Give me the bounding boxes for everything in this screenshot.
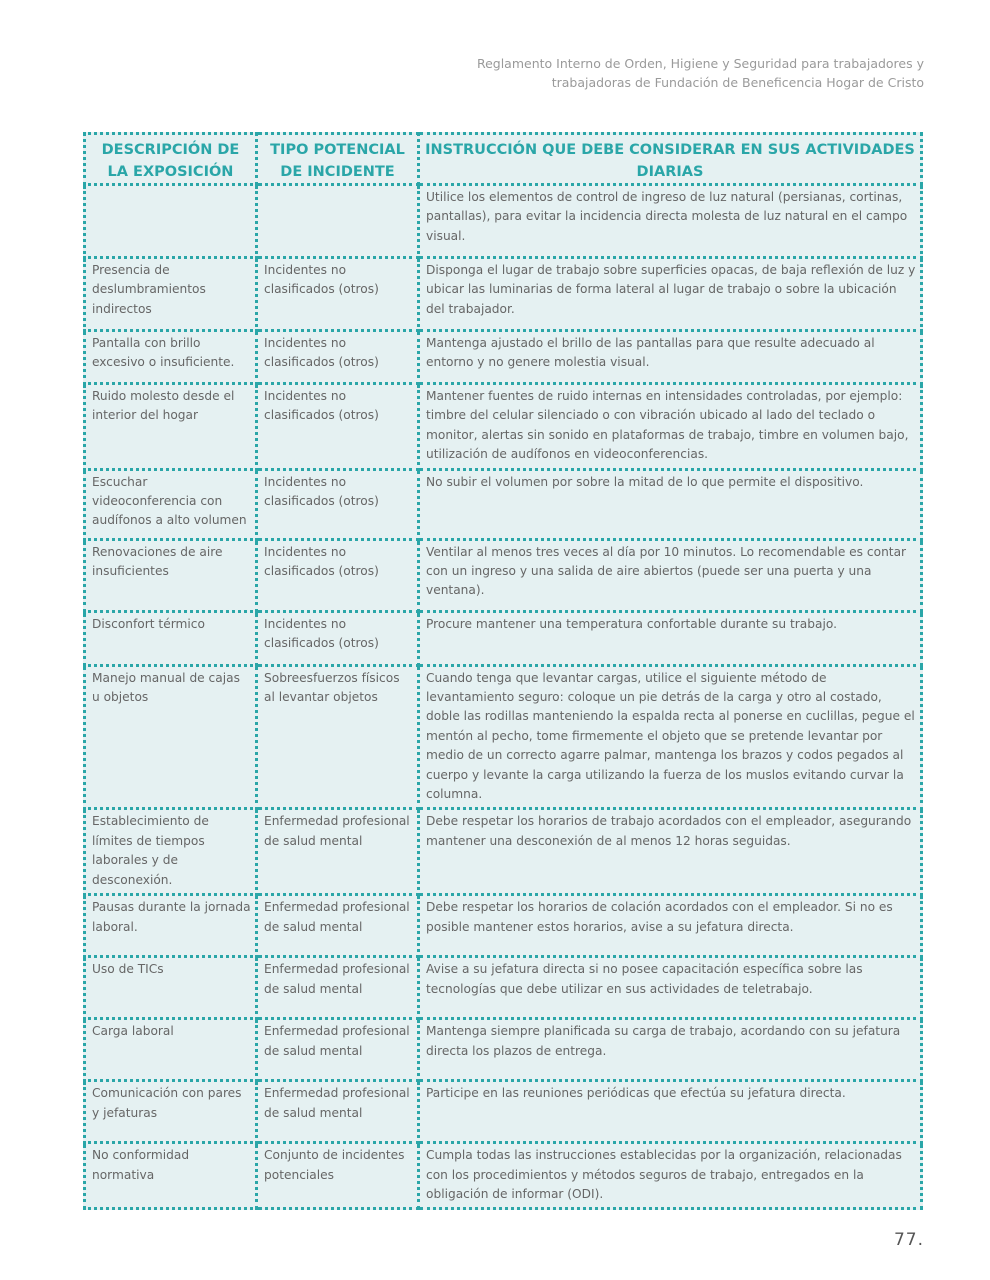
table-row [85, 469, 922, 539]
risk-instructions-table-container [83, 132, 920, 1210]
running-header-line-1: Reglamento Interno de Orden, Higiene y Seguridad para trabajadores y [476, 56, 924, 71]
table-row [85, 957, 922, 1019]
cell-exposicion: Manejo manual de cajas u objetos [85, 665, 257, 809]
cell-tipo: Incidentes no clasificados (otros) [257, 611, 419, 665]
column-header-exposicion: DESCRIPCIÓN DE LA EXPOSICIÓN [85, 134, 257, 185]
table-row [85, 1143, 922, 1209]
cell-instruccion: Cuando tenga que levantar cargas, utilice el siguiente método de levantamiento seguro: coloque un pie detrás de la carga y otro al costado, doble las rodillas manteniendo la espalda recta al ponerse en cuclillas, pegue el mentón al pecho, tome firmemente el objeto que se pretende levantar por medio de un correcto agarre palmar, mantenga los brazos y codos pegados al cuerpo y levante la carga utilizando la fuerza de los muslos evitando curvar la columna. [419, 665, 922, 809]
cell-instruccion: Ventilar al menos tres veces al día por 10 minutos. Lo recomendable es contar con un ingreso y una salida de aire abiertos (puede ser una puerta y una ventana). [419, 539, 922, 611]
table-row [85, 1019, 922, 1081]
cell-exposicion: Uso de TICs [85, 957, 257, 1019]
cell-tipo: Incidentes no clasificados (otros) [257, 331, 419, 384]
table-row [85, 331, 922, 384]
cell-tipo: Enfermedad profesional de salud mental [257, 957, 419, 1019]
cell-instruccion: Mantenga siempre planificada su carga de trabajo, acordando con su jefatura directa los plazos de entrega. [419, 1019, 922, 1081]
table-row [85, 539, 922, 611]
column-header-tipo-incidente: TIPO POTENCIAL DE INCIDENTE [257, 134, 419, 185]
risk-instructions-table [83, 132, 923, 1210]
cell-tipo: Incidentes no clasificados (otros) [257, 384, 419, 470]
cell-instruccion: Mantenga ajustado el brillo de las pantallas para que resulte adecuado al entorno y no genere molestia visual. [419, 331, 922, 384]
page-number: 77. [893, 1230, 924, 1250]
cell-tipo: Enfermedad profesional de salud mental [257, 1081, 419, 1143]
cell-tipo: Incidentes no clasificados (otros) [257, 539, 419, 611]
cell-tipo: Incidentes no clasificados (otros) [257, 258, 419, 331]
cell-instruccion: Mantener fuentes de ruido internas en intensidades controladas, por ejemplo: timbre del celular silenciado o con vibración ubicado al lado del teclado o monitor, alertas sin sonido en plataformas de trabajo, timbre en volumen bajo, utilización de audífonos en videoconferencias. [419, 384, 922, 470]
table-row [85, 185, 922, 258]
running-header [364, 54, 924, 92]
running-header-line-2: trabajadoras de Fundación de Beneficencia Hogar de Cristo [551, 75, 924, 90]
cell-tipo: Enfermedad profesional de salud mental [257, 809, 419, 895]
cell-exposicion: Establecimiento de límites de tiempos laborales y de desconexión. [85, 809, 257, 895]
table-row [85, 384, 922, 470]
cell-tipo [257, 185, 419, 258]
cell-exposicion: Pantalla con brillo excesivo o insuficiente. [85, 331, 257, 384]
cell-instruccion: Debe respetar los horarios de trabajo acordados con el empleador, asegurando mantener una desconexión de al menos 12 horas seguidas. [419, 809, 922, 895]
cell-tipo: Enfermedad profesional de salud mental [257, 1019, 419, 1081]
cell-instruccion: Debe respetar los horarios de colación acordados con el empleador. Si no es posible mantener estos horarios, avise a su jefatura directa. [419, 895, 922, 957]
cell-instruccion: Cumpla todas las instrucciones establecidas por la organización, relacionadas con los procedimientos y métodos seguros de trabajo, entregados en la obligación de informar (ODI). [419, 1143, 922, 1209]
table-row [85, 258, 922, 331]
table-header-row [85, 134, 922, 185]
cell-exposicion: Pausas durante la jornada laboral. [85, 895, 257, 957]
cell-instruccion: Avise a su jefatura directa si no posee capacitación específica sobre las tecnologías que debe utilizar en sus actividades de teletrabajo. [419, 957, 922, 1019]
cell-instruccion: Procure mantener una temperatura confortable durante su trabajo. [419, 611, 922, 665]
table-row [85, 895, 922, 957]
cell-exposicion: Renovaciones de aire insuficientes [85, 539, 257, 611]
cell-tipo: Incidentes no clasificados (otros) [257, 469, 419, 539]
cell-exposicion: Presencia de deslumbramientos indirectos [85, 258, 257, 331]
cell-tipo: Enfermedad profesional de salud mental [257, 895, 419, 957]
cell-exposicion [85, 185, 257, 258]
cell-exposicion: Escuchar videoconferencia con audífonos a alto volumen [85, 469, 257, 539]
table-row [85, 611, 922, 665]
cell-exposicion: Carga laboral [85, 1019, 257, 1081]
cell-tipo: Conjunto de incidentes potenciales [257, 1143, 419, 1209]
cell-exposicion: Ruido molesto desde el interior del hogar [85, 384, 257, 470]
table-row [85, 665, 922, 809]
table-row [85, 1081, 922, 1143]
cell-instruccion: Participe en las reuniones periódicas que efectúa su jefatura directa. [419, 1081, 922, 1143]
column-header-instruccion: INSTRUCCIÓN QUE DEBE CONSIDERAR EN SUS ACTIVIDADES DIARIAS [419, 134, 922, 185]
cell-exposicion: Disconfort térmico [85, 611, 257, 665]
table-row [85, 809, 922, 895]
cell-exposicion: No conformidad normativa [85, 1143, 257, 1209]
cell-instruccion: Utilice los elementos de control de ingreso de luz natural (persianas, cortinas, pantallas), para evitar la incidencia directa molesta de luz natural en el campo visual. [419, 185, 922, 258]
cell-exposicion: Comunicación con pares y jefaturas [85, 1081, 257, 1143]
cell-instruccion: Disponga el lugar de trabajo sobre superficies opacas, de baja reflexión de luz y ubicar las luminarias de forma lateral al lugar de trabajo o sobre la ubicación del trabajador. [419, 258, 922, 331]
cell-instruccion: No subir el volumen por sobre la mitad de lo que permite el dispositivo. [419, 469, 922, 539]
cell-tipo: Sobreesfuerzos físicos al levantar objetos [257, 665, 419, 809]
